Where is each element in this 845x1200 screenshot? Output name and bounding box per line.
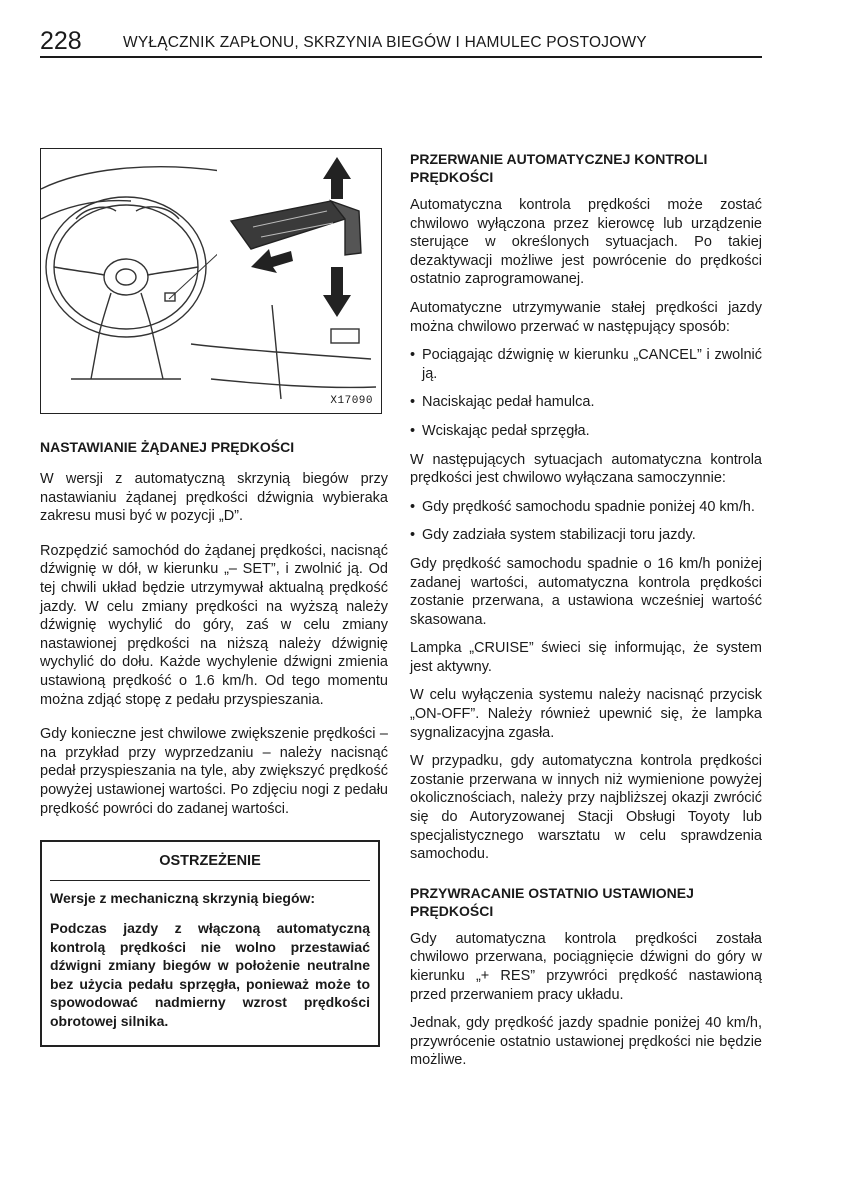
heading-interrupt: PRZERWANIE AUTOMATYCZNEJ KONTROLI PRĘDKOŚCI <box>410 151 708 185</box>
paragraph: Jednak, gdy prędkość jazdy spadnie poniżej 40 km/h, przywrócenie ostatnio ustawionej prędkości nie będzie możliwe. <box>410 1015 762 1069</box>
right-column <box>410 150 762 1070</box>
page-title: WYŁĄCZNIK ZAPŁONU, SKRZYNIA BIEGÓW I HAMULEC POSTOJOWY <box>123 34 647 51</box>
bullet-icon: • <box>410 394 416 411</box>
header-rule <box>40 56 762 58</box>
bullet-icon: • <box>410 498 416 515</box>
list-item: • Gdy prędkość samochodu spadnie poniżej 40 km/h. <box>410 498 755 515</box>
paragraph: Lampka „CRUISE” świeci się informując, że system jest aktywny. <box>410 640 762 675</box>
list-item: • Wciskając pedał sprzęgła. <box>410 422 590 439</box>
cruise-lever-illustration <box>40 148 382 414</box>
heading-set-speed: NASTAWIANIE ŻĄDANEJ PRĘDKOŚCI <box>40 439 295 455</box>
paragraph: Gdy automatyczna kontrola prędkości została chwilowo przerwana, pociągnięcie dźwigni do góry w kierunku „+ RES” przywróci prędkość nastawioną przed przerwaniem pracy układu. <box>410 930 762 1003</box>
figure-code: X17090 <box>330 395 373 407</box>
paragraph: W wersji z automatyczną skrzynią biegów przy nastawianiu żądanej prędkości dźwignia wybieraka zakresu musi być w pozycji „D”. <box>40 471 388 525</box>
bullet-icon: • <box>410 422 416 439</box>
list-item: • Naciskając pedał hamulca. <box>410 394 595 411</box>
paragraph: W następujących sytuacjach automatyczna kontrola prędkości jest chwilowo wyłączana samoczynnie: <box>410 451 762 487</box>
list-item: • Gdy zadziała system stabilizacji toru jazdy. <box>410 527 696 544</box>
paragraph: Gdy prędkość samochodu spadnie o 16 km/h poniżej zadanej wartości, automatyczna kontrola prędkości zostanie przerwana, a ustawiona wcześniej wartość skasowana. <box>410 555 762 628</box>
paragraph: Rozpędzić samochód do żądanej prędkości, nacisnąć dźwignię w dół, w kierunku „– SET”, i zwolnić ją. Od tej chwili układ będzie utrzymywał aktualną prędkość jazdy. W celu zmiany prędkości na wyższą należy dźwignię wychylić do góry, zaś w celu zmiany nastawionej prędkości na niższą należy dźwignię wychylić do dołu. Każde wychylenie dźwigni zmienia ustawioną prędkość o 1.6 km/h. Od tego momentu można zdjąć stopę z pedału przyspieszania. <box>40 542 388 708</box>
left-column <box>40 148 388 1047</box>
paragraph: Automatyczne utrzymywanie stałej prędkości jazdy można chwilowo przerwać w następujący sposób: <box>410 299 762 335</box>
page-header <box>40 26 762 56</box>
paragraph: W przypadku, gdy automatyczna kontrola prędkości zostanie przerwana w innych niż wymienione powyżej okolicznościach, należy przy najbliższej okazji zwrócić się do Autoryzowanej Stacji Obsługi Toyoty lub specjalistycznego warsztatu w celu sprawdzenia samochodu. <box>410 753 762 863</box>
heading-restore: PRZYWRACANIE OSTATNIO USTAWIONEJ PRĘDKOŚCI <box>410 884 694 919</box>
list-item: • Pociągając dźwignię w kierunku „CANCEL” i zwolnić ją. <box>410 347 762 382</box>
dashboard-drawing <box>41 149 381 413</box>
paragraph: Gdy konieczne jest chwilowe zwiększenie prędkości – na przykład przy wyprzedzaniu – należy nacisnąć pedał przyspieszania na tyle, aby zwiększyć prędkość powyżej ustawionej wartości. Po zdjęciu nogi z pedału prędkość powróci do zadanej wartości. <box>40 726 388 817</box>
bullet-icon: • <box>410 347 416 364</box>
page-number: 228 <box>40 27 82 55</box>
warning-title: OSTRZEŻENIE <box>50 842 370 881</box>
paragraph: W celu wyłączenia systemu należy nacisnąć przycisk „ON-OFF”. Należy również upewnić się, że lampka sygnalizacyjna zgasła. <box>410 687 762 741</box>
warning-box <box>40 840 380 1047</box>
warning-body: Podczas jazdy z włączoną automatyczną kontrolą prędkości nie wolno przestawiać dźwigni zmiany biegów w położenie neutralne bez użycia pedału sprzęgła, ponieważ może to spowodować nadmierny wzrost prędkości obrotowej silnika. <box>50 920 370 1030</box>
warning-subtitle: Wersje z mechaniczną skrzynią biegów: <box>50 890 316 907</box>
bullet-icon: • <box>410 527 416 544</box>
paragraph: Automatyczna kontrola prędkości może zostać chwilowo wyłączona przez kierowcę lub urządzenie sterujące w określonych sytuacjach. Po takiej dezaktywacji możliwe jest powrócenie do prędkości ostatnio zaprogramowanej. <box>410 197 762 288</box>
